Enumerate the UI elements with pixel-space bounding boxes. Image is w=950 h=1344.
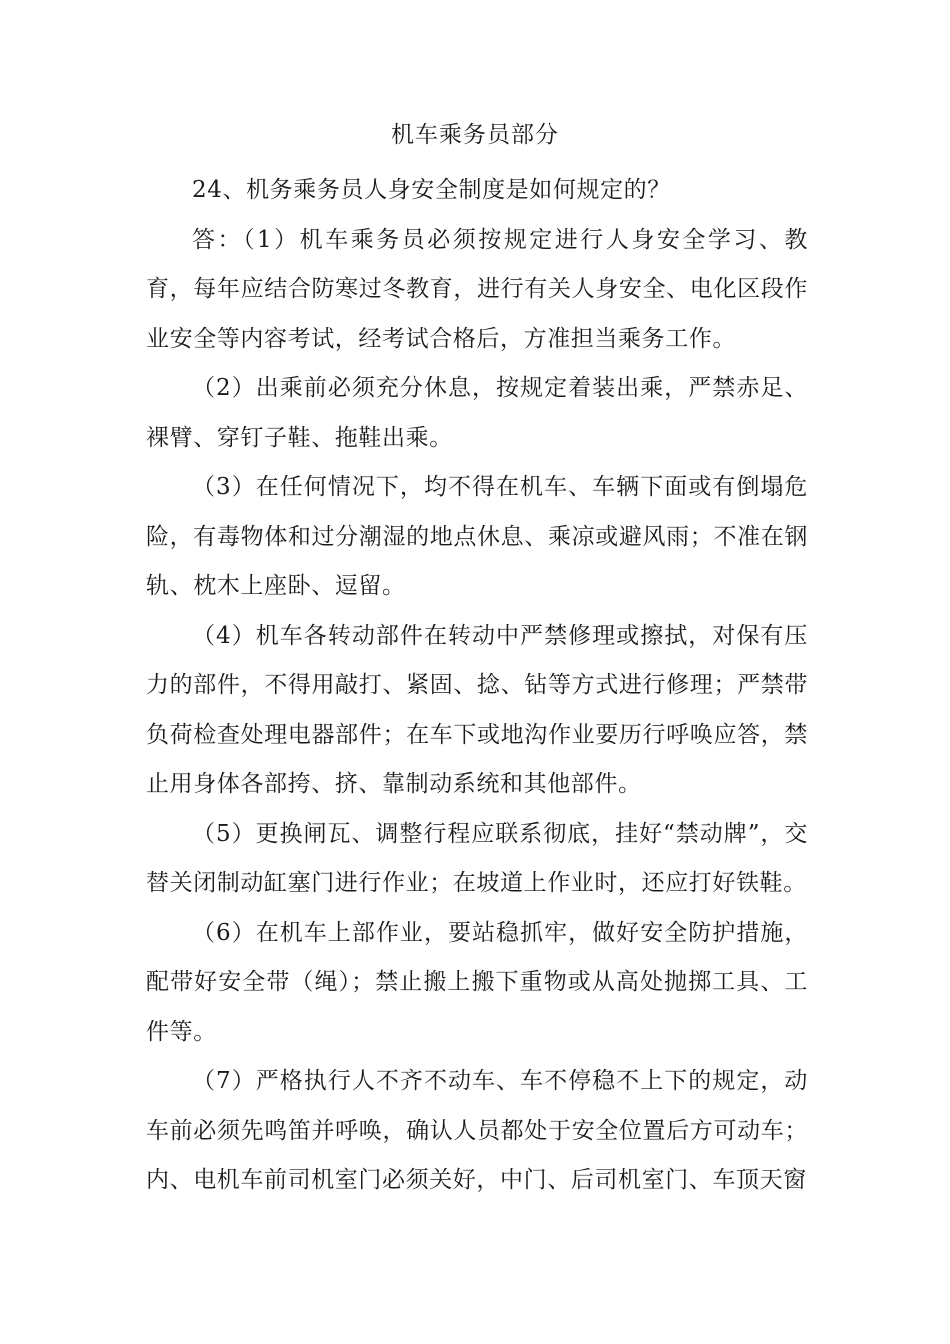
answer-paragraph-6: （6）在机车上部作业，要站稳抓牢，做好安全防护措施，配带好安全带（绳）；禁止搬上搬下重物或从高处抛掷工具、工件等。 [146,919,808,1045]
document-body [146,166,808,1206]
document-title: 机车乘务员部分 [391,122,559,148]
answer-paragraph-7: （7）严格执行人不齐不动车、车不停稳不上下的规定，动车前必须先鸣笛并呼唤，确认人员都处于安全位置后方可动车；内、电机车前司机室门必须关好，中门、后司机室门、车顶天窗 [146,1068,808,1193]
answer-paragraph-4: （4）机车各转动部件在转动中严禁修理或擦拭，对保有压力的部件，不得用敲打、紧固、捻、钻等方式进行修理；严禁带负荷检查处理电器部件；在车下或地沟作业要历行呼唤应答，禁止用身体各部挎、挤、靠制动系统和其他部件。 [146,622,808,797]
answer-paragraph-5: （5）更换闸瓦、调整行程应联系彻底，挂好“禁动牌”，交替关闭制动缸塞门进行作业；在坡道上作业时，还应打好铁鞋。 [146,820,808,896]
answer-paragraph-1: 答：（1）机车乘务员必须按规定进行人身安全学习、教育，每年应结合防寒过冬教育，进行有关人身安全、电化区段作业安全等内容考试，经考试合格后，方准担当乘务工作。 [146,226,808,352]
answer-paragraph-2: （2）出乘前必须充分休息，按规定着装出乘，严禁赤足、裸臂、穿钉子鞋、拖鞋出乘。 [146,375,808,451]
question-heading: 24、机务乘务员人身安全制度是如何规定的？ [192,177,671,203]
answer-paragraph-3: （3）在任何情况下，均不得在机车、车辆下面或有倒塌危险，有毒物体和过分潮湿的地点休息、乘凉或避风雨；不准在钢轨、枕木上座卧、逗留。 [146,474,808,599]
